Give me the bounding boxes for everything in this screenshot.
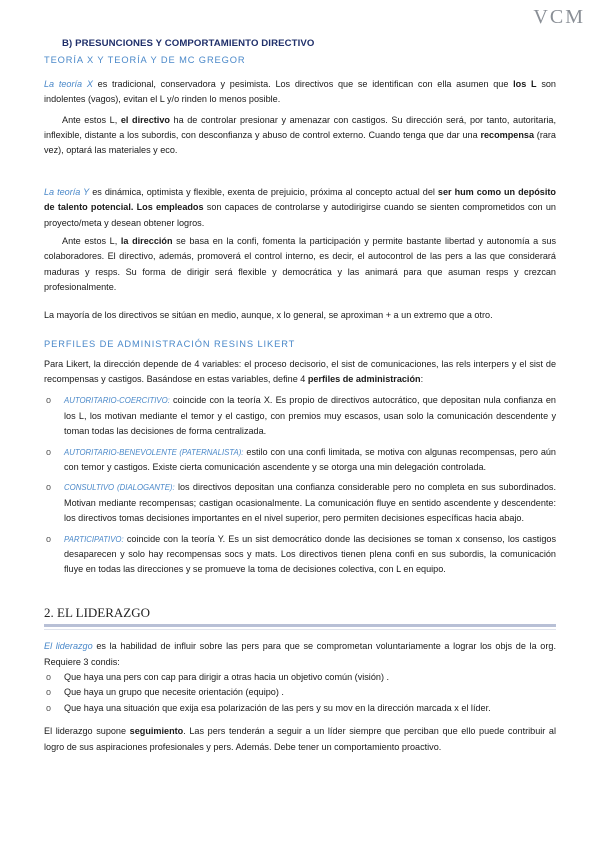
theory-y-direction-paragraph: Ante estos L, la dirección se basa en la confi, fomenta la participación y permite bastante libertad y autonomía a sus colaboradores. El directivo, además, promoverá el control interno, es decir, el autocontrol de las pers a las que considerará maduras y resps. Su forma de dirigir será flexible y democrática y las animará para que asuman resps y crezcan profesionalmente.: [44, 236, 556, 293]
profile-label: AUTORITARIO-BENEVOLENTE (PATERNALISTA):: [64, 447, 244, 457]
theory-x-paragraph: La teoría X es tradicional, conservadora y pesimista. Los directivos que se identifican con ella asumen que los L son indolentes (vagos), evitan el L y/o rinden lo menos posible.: [44, 78, 556, 105]
profile-label: PARTICIPATIVO:: [64, 534, 124, 544]
list-item: o Que haya una pers con cap para dirigir a otras hacia un objetivo común (visión) .: [44, 670, 556, 685]
list-item: o AUTORITARIO-BENEVOLENTE (PATERNALISTA): estilo con una confi limitada, se motiva con algunas recompensas, pero aún con temor y castigos. Existe cierta comunicación ascendente y se otorga una min delegación controlada.: [46, 446, 556, 472]
profile-label: AUTORITARIO-COERCITIVO:: [64, 396, 170, 406]
bullet-icon: o: [46, 533, 52, 544]
list-item: o AUTORITARIO-COERCITIVO: coincide con la teoría X. Es propio de directivos autocrático, que depositan nula confianza en los L, los motivan mediante el temor y el castigo, con premios muy escasos, usan solo la comunicación descendente y toman todas las decisiones de forma centralizada.: [46, 395, 556, 437]
bullet-icon: o: [46, 672, 52, 682]
section-b-heading: B) PRESUNCIONES Y COMPORTAMIENTO DIRECTIVO: [62, 38, 315, 49]
bullet-icon: o: [46, 702, 52, 713]
leadership-conditions-list: [44, 670, 556, 716]
theory-y-paragraph: La teoría Y es dinámica, optimista y flexible, exenta de prejuicio, próxima al concepto actual del ser hum como un depósito de talento potencial. Los empleados son capaces de controlarse y autodirigirse cuando se sienten comprometidos con un proyecto/meta y desean obtener logros.: [44, 186, 556, 228]
bullet-icon: o: [46, 395, 52, 406]
list-item: o PARTICIPATIVO: coincide con la teoría Y. Es un sist democrático donde las decisiones se toman x consenso, los castigos desaparecen y solo hay recompensas socs y mats. Los directivos tienen plena confi en sus subordis, la comunicación fluye en todas las direcciones y se promueve la toma de decisiones colectiva, con L en equipo.: [46, 533, 556, 575]
theory-y-term: La teoría Y: [44, 186, 90, 197]
theory-x-term: La teoría X: [44, 78, 93, 89]
summary-paragraph: La mayoría de los directivos se sitúan en medio, aunque, x lo general, se aproximan + a un extremo que a otro.: [44, 309, 493, 320]
likert-intro: Para Likert, la dirección depende de 4 variables: el proceso decisorio, el sist de comunicaciones, las rels interpers y el sist de recompensas y castigos. Basándose en estas variables, define 4 perfiles de administración:: [44, 358, 556, 384]
theory-xy-subheading: TEORÍA X Y TEORÍA Y DE MC GREGOR: [44, 55, 246, 66]
likert-profiles-list: [44, 393, 556, 577]
list-item: o Que haya un grupo que necesite orientación (equipo) .: [44, 685, 556, 700]
list-item: o CONSULTIVO (DIALOGANTE): los directivos depositan una confianza considerable pero no completa en sus subordinados. Motivan mediante recompensas; castigan ocasionalmente. La comunicación fluye en sentido ascendente y descendente: los directivos tomas decisiones importantes en el nivel superior, pero permiten decisiones específicas hacia abajo.: [46, 482, 556, 524]
leadership-follow-paragraph: El liderazgo supone seguimiento. Las pers tenderán a seguir a un líder siempre que perciban que ello puede contribuir al logro de sus aspiraciones profesionales y pers. Además. Debe tener un comportamiento proactivo.: [44, 726, 557, 752]
vcm-logo: VCM: [533, 6, 585, 28]
bullet-icon: o: [46, 687, 52, 698]
bullet-icon: o: [46, 446, 52, 457]
document-body: [44, 36, 556, 755]
leadership-term: El liderazgo: [44, 641, 93, 652]
profile-label: CONSULTIVO (DIALOGANTE):: [64, 483, 175, 493]
bullet-icon: o: [46, 482, 52, 493]
list-item: o Que haya una situación que exija esa polarización de las pers y su mov en la dirección marcada x el líder.: [44, 701, 556, 716]
section-2-heading: 2. EL LIDERAZGO: [44, 605, 556, 627]
likert-heading: PERFILES DE ADMINISTRACIÓN RESINS LIKERT: [44, 339, 296, 350]
theory-x-direction-paragraph: Ante estos L, el directivo ha de controlar presionar y amenazar con castigos. Su dirección será, por tanto, autoritaria, inflexible, distante a los subordis, con desconfianza y abuso de control externo. Cuando tenga que dar una recompensa (rara vez), optará las materiales y eco.: [44, 114, 557, 156]
leadership-definition: El liderazgo es la habilidad de influir sobre las pers para que se comprometan voluntariamente a lograr los objs de la org. Requiere 3 condis:: [44, 641, 556, 667]
